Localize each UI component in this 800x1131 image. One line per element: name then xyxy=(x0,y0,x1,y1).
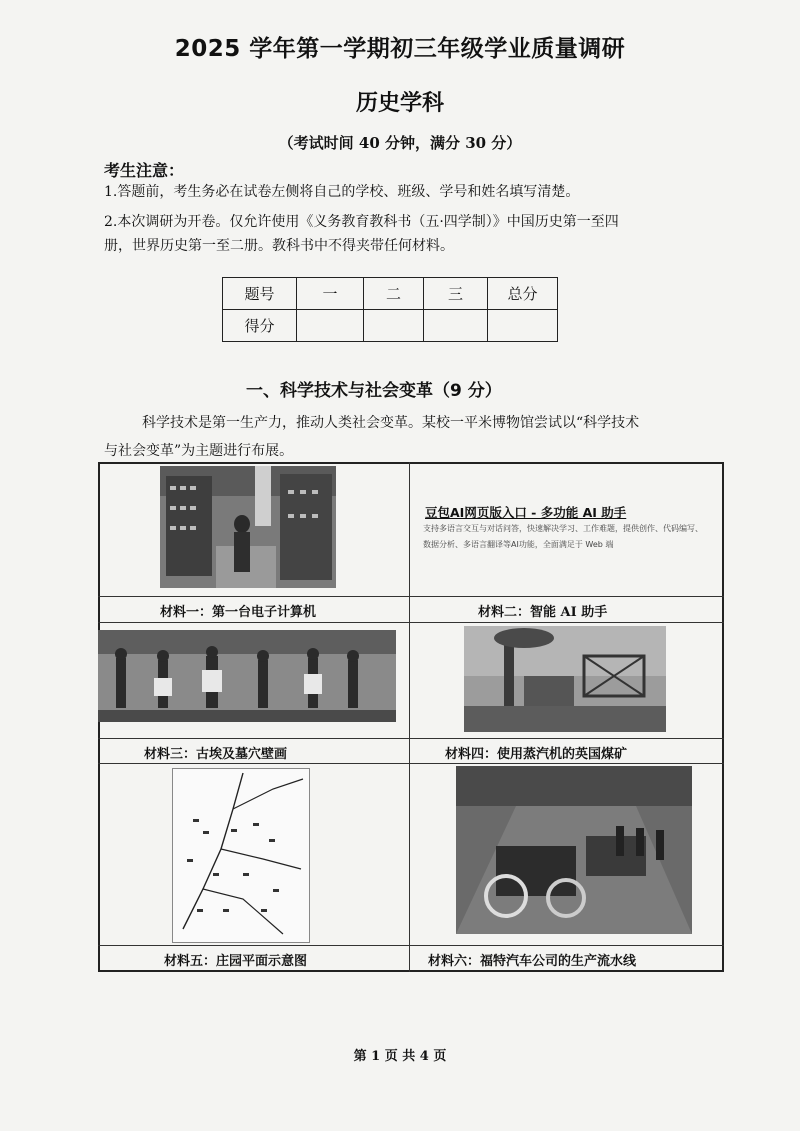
ai-assistant-title: 豆包AI网页版入口 - 多功能 AI 助手 xyxy=(425,505,627,520)
material-5-caption: 材料五：庄园平面示意图 xyxy=(164,954,308,969)
score-cell xyxy=(364,310,424,342)
material-2-caption: 材料二：智能 AI 助手 xyxy=(478,605,608,620)
ford-assembly-line-image xyxy=(456,766,692,934)
exam-info: （考试时间 40 分钟，满分 30 分） xyxy=(278,134,522,152)
score-table-score-row xyxy=(223,310,558,342)
grid-divider xyxy=(98,738,724,739)
notice-item-1: 1.答题前，考生务必在试卷左侧将自己的学校、班级、学号和姓名填写清楚。 xyxy=(104,184,580,200)
notice-item-2-line-1: 2.本次调研为开卷。仅允许使用《义务教育教科书（五·四学制）》中国历史第一至四 xyxy=(104,214,619,230)
material-6-caption: 材料六：福特汽车公司的生产流水线 xyxy=(428,954,637,969)
score-cell: 得分 xyxy=(223,310,297,342)
section-intro-line-2: 与社会变革”为主题进行布展。 xyxy=(104,443,294,459)
manor-map-image xyxy=(172,768,310,943)
score-cell: 总分 xyxy=(488,278,558,310)
section-heading: 一、科学技术与社会变革（9 分） xyxy=(246,381,502,401)
score-cell: 三 xyxy=(424,278,488,310)
grid-divider xyxy=(98,622,724,623)
computer-photo xyxy=(160,466,336,588)
section-intro-line-1: 科学技术是第一生产力，推动人类社会变革。某校一平米博物馆尝试以“科学技术 xyxy=(142,415,640,431)
exam-title: 2025 学年第一学期初三年级学业质量调研 xyxy=(174,36,626,62)
notice-item-2-line-2: 册，世界历史第一至二册。教科书中不得夹带任何材料。 xyxy=(104,238,454,254)
material-1-caption: 材料一：第一台电子计算机 xyxy=(160,605,317,620)
ai-assistant-description: 支持多语言交互与对话问答，快速解决学习、工作难题，提供创作、代码编写、数据分析、多语言翻译等AI功能，全面满足于 Web 端 xyxy=(423,524,703,549)
grid-divider xyxy=(98,763,724,764)
grid-divider xyxy=(98,945,724,946)
material-3-caption: 材料三：古埃及墓穴壁画 xyxy=(144,747,288,762)
score-cell: 题号 xyxy=(223,278,297,310)
material-4-caption: 材料四：使用蒸汽机的英国煤矿 xyxy=(445,747,628,762)
score-cell xyxy=(488,310,558,342)
score-cell: 二 xyxy=(364,278,424,310)
grid-divider xyxy=(98,596,724,597)
score-table-header-row xyxy=(223,278,558,310)
subject-title: 历史学科 xyxy=(355,91,444,116)
score-table xyxy=(222,277,558,342)
score-cell: 一 xyxy=(297,278,364,310)
grid-divider xyxy=(409,462,410,972)
notice-heading: 考生注意： xyxy=(104,161,185,180)
page-number: 第 1 页 共 4 页 xyxy=(353,1049,447,1064)
score-cell xyxy=(424,310,488,342)
coal-mine-image xyxy=(464,626,666,732)
egyptian-mural-image xyxy=(98,630,396,722)
score-cell xyxy=(297,310,364,342)
